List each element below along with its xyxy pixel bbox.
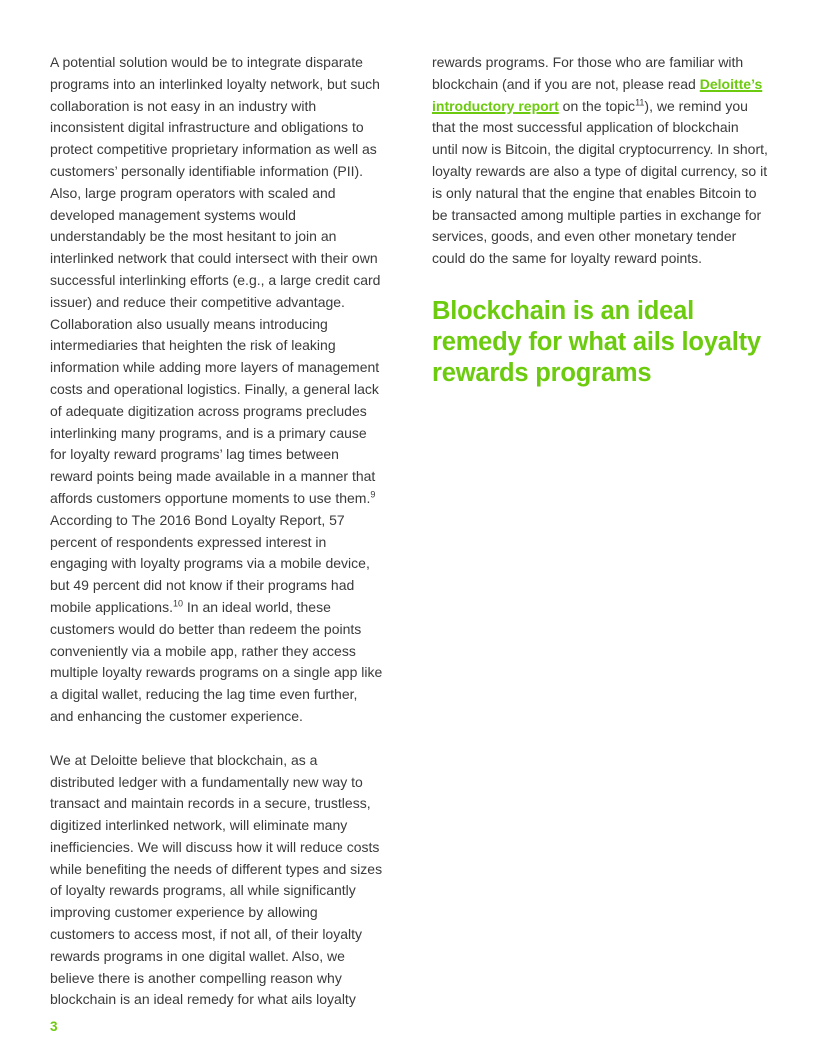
- paragraph-text: A potential solution would be to integrate disparate programs into an interlinked loyalty network, but such collaboration is not easy in an industry with inconsistent digital infrastructure and obligations to protect competitive proprietary information as well as customers’ personally identifiable information (PII). Also, large program operators with scaled and developed management systems would understandably be the most hesitant to join an interlinked network that could intersect with their own successful interlinking efforts (e.g., a large credit card issuer) and reduce their competitive advantage. Collaboration also usually means introducing intermediaries that heighten the risk of leaking information while adding more layers of management costs and operational logistics. Finally, a general lack of adequate digitization across programs precludes interlinking many programs, and is a primary cause for loyalty reward programs’ lag times between reward points being made available in a manner that affords customers opportune moments to use them.: [50, 54, 381, 506]
- body-paragraph-1: [50, 52, 384, 728]
- paragraph-text: According to The 2016 Bond Loyalty Report, 57 percent of respondents expressed interest in engaging with loyalty programs via a mobile device, but 49 percent did not know if their programs had mobile applications.: [50, 511, 370, 615]
- body-paragraph-2: We at Deloitte believe that blockchain, as a distributed ledger with a fundamentally new way to transact and maintain records in a secure, trustless, digitized interlinked network, will eliminate many inefficiencies. We will discuss how it will reduce costs while benefiting the needs of different types and sizes of loyalty rewards programs, all while significantly improving customer experience by allowing customers to access most, if not all, of their loyalty rewards programs in one digital wallet. Also, we believe there is another compelling reason why blockchain is an ideal remedy for what ails loyalty: [50, 751, 383, 1008]
- footnote-ref-9: 9: [370, 489, 376, 500]
- deloitte-introductory-report-link[interactable]: Deloitte’s introductory report: [432, 75, 763, 114]
- left-text-column: [50, 52, 384, 1033]
- paragraph-text: In an ideal world, these customers would do better than redeem the points conveniently via a mobile app, rather they access multiple loyalty rewards programs on a single app like a digital wallet, reducing the lag time even further, and enhancing the customer experience.: [50, 598, 383, 724]
- paragraph-text: rewards programs. For those who are familiar with blockchain (and if you are not, please read: [432, 54, 744, 92]
- right-text-column: [432, 52, 768, 388]
- footnote-ref-10: 10: [172, 598, 183, 609]
- footnote-ref-11: 11: [635, 96, 645, 107]
- section-heading: Blockchain is an ideal remedy for what ails loyalty rewards programs: [432, 296, 761, 387]
- page-number: 3: [50, 1019, 58, 1034]
- paragraph-text: ), we remind you that the most successful application of blockchain until now is Bitcoin, the digital cryptocurrency. In short, loyalty rewards are also a type of digital currency, so it is only natural that the engine that enables Bitcoin to be transacted among multiple parties in exchange for services, goods, and even other monetary tender could do the same for loyalty reward points.: [432, 97, 768, 267]
- paragraph-text: on the topic: [562, 97, 636, 114]
- body-paragraph-3: [432, 52, 768, 270]
